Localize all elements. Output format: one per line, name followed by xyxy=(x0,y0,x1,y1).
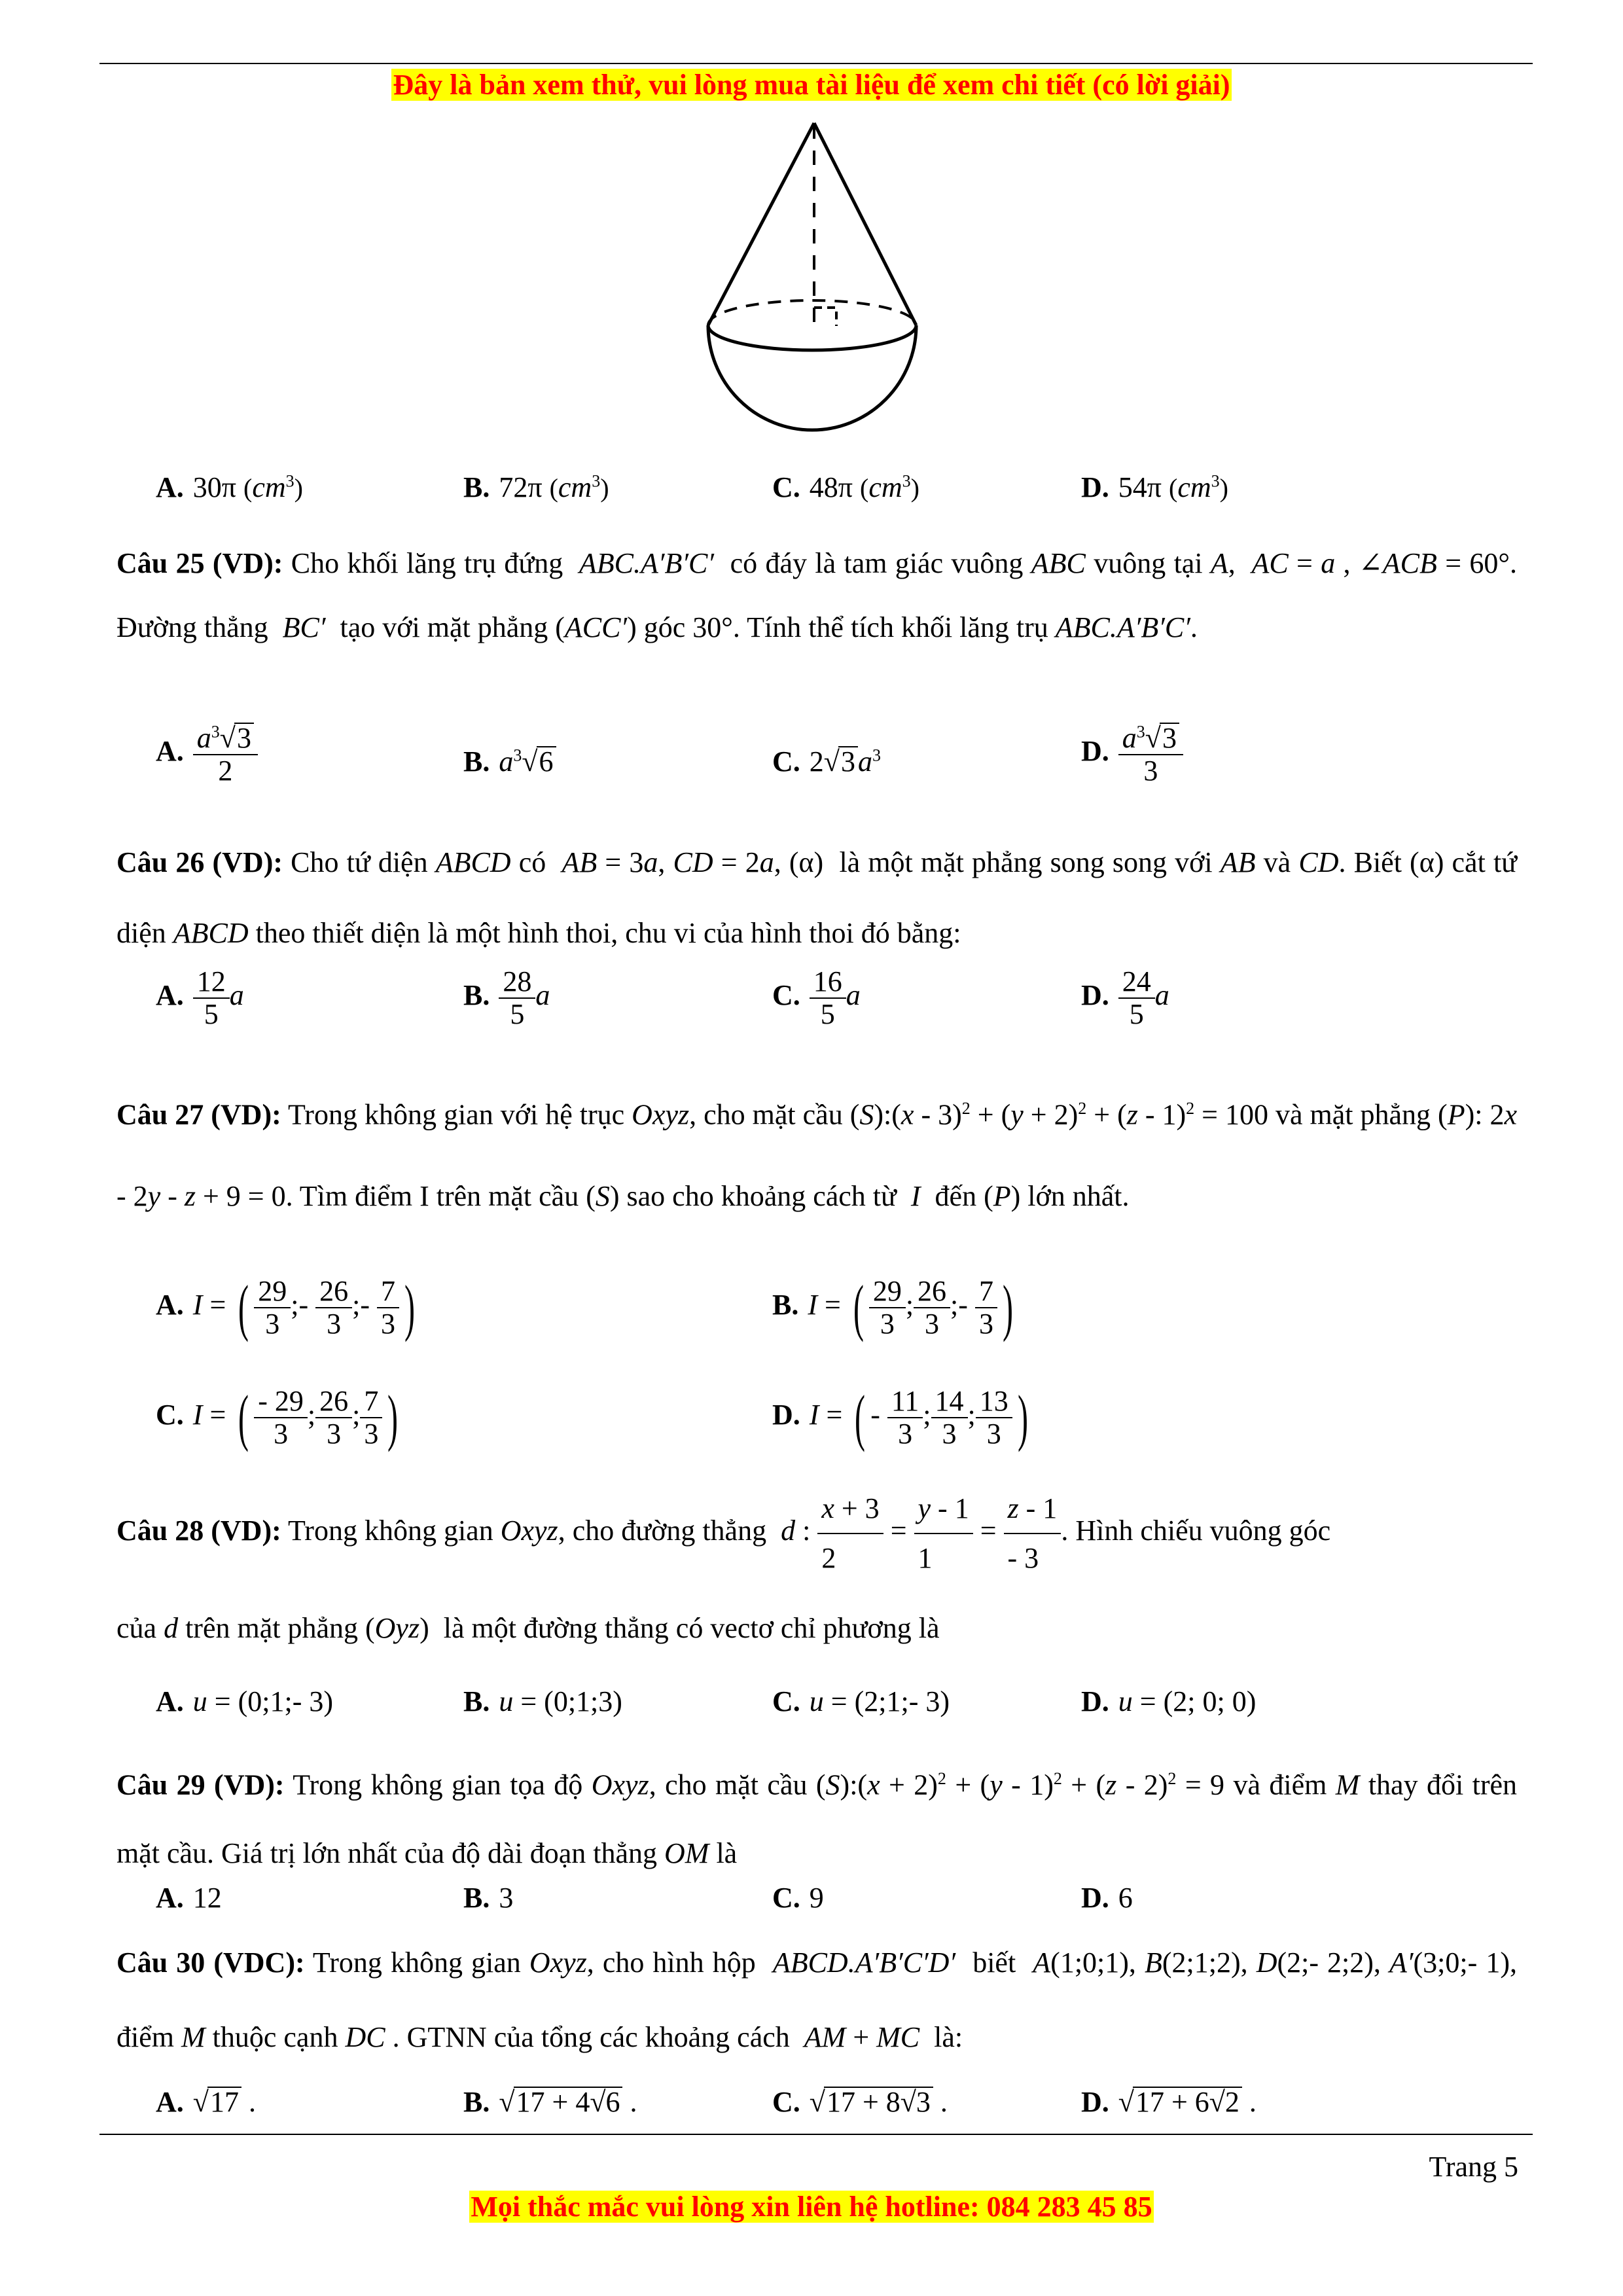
top-rule xyxy=(99,63,1533,64)
q29-option-d[interactable]: D. 6 xyxy=(1081,1882,1133,1914)
q27-stem: Câu 27 (VD): Trong không gian với hệ trục Oxyz, cho mặt cầu (S):(x - $3)^2 + (y + 2)^2 + (z - 1)^2 = 100$ và mặt phẳng (P): 2x - 2y - z + 9 = 0. Tìm điểm I trên mặt cầu (S) sao cho khoảng cách từ I đến (P) lớn nhất. xyxy=(116,1098,1518,1212)
q26-option-d[interactable]: D. $\frac{24}{5}$ a xyxy=(1081,965,1169,1030)
bottom-rule xyxy=(99,2134,1533,2135)
preview-notice: Đây là bản xem thử, vui lòng mua tài liệu để xem chi tiết (có lời giải) xyxy=(393,69,1230,101)
q27-option-b[interactable]: B. I = ( $\frac{29}{3}$ ; $\frac{26}{3}$ ;- $\frac{7}{3}$ ) xyxy=(772,1272,1013,1342)
q28-option-d[interactable]: D. u = (2; 0; 0) xyxy=(1081,1685,1257,1717)
q30-option-d[interactable]: D. √17 + 6√2 . xyxy=(1081,2086,1257,2118)
q24-option-a[interactable]: A. 30π $(cm^3)$ xyxy=(156,471,303,503)
q27-option-a[interactable]: A. I = ( $\frac{29}{3}$ ;- $\frac{26}{3}$ ;- $\frac{7}{3}$ ) xyxy=(156,1272,415,1342)
q26-stem: Câu 26 (VD): Cho tứ diện ABCD có AB = 3a, CD = 2a, (α) là một mặt phẳng song song với AB và CD. Biết (α) cắt tứ diện ABCD theo thiết diện là một hình thoi, chu vi của hình thoi đó bằng: xyxy=(116,846,1518,949)
q28-option-b[interactable]: B. u = (0;1;3) xyxy=(463,1685,622,1717)
q29-option-c[interactable]: C. 9 xyxy=(772,1882,824,1914)
q25-option-a[interactable]: A. $\frac{a^3√3}{2}$ xyxy=(156,723,258,785)
q28-option-c[interactable]: C. u = (2;1;- 3) xyxy=(772,1685,950,1717)
q25-option-b[interactable]: B. $a^3√6$ xyxy=(463,746,556,776)
q24-option-b[interactable]: B. 72π $(cm^3)$ xyxy=(463,471,609,503)
q30-option-c[interactable]: C. √17 + 8√3 . xyxy=(772,2086,948,2118)
q28-stem-cont: của d trên mặt phẳng (Oyz) là một đường thẳng có vectơ chỉ phương là xyxy=(116,1612,940,1644)
q30-option-b[interactable]: B. √17 + 4√6 . xyxy=(463,2086,637,2118)
q27-option-c[interactable]: C. I = ( $\frac{- 29}{3}$ ; $\frac{26}{3}$ ; $\frac{7}{3}$ ) xyxy=(156,1382,399,1452)
q29-stem: Câu 29 (VD): Trong không gian tọa độ Oxyz, cho mặt cầu (S):(x + 2)$^2$ + (y - 1)$^2$ + (z - 2)$^2$ = 9 và điểm M thay đổi trên mặt cầu. Giá trị lớn nhất của độ dài đoạn thẳng OM là xyxy=(116,1768,1518,1869)
cone-hemisphere-figure xyxy=(694,118,929,445)
q29-option-b[interactable]: B. 3 xyxy=(463,1882,514,1914)
q29-option-a[interactable]: A. 12 xyxy=(156,1882,222,1914)
q28-stem: Câu 28 (VD): Trong không gian Oxyz, cho đường thẳng d : $\frac{x + 3}{2}$ = $\frac{y - 1}{1}$ = $\frac{z - 1}{- 3}$ . Hình chiếu vuông góc xyxy=(116,1486,1517,1581)
q24-option-d[interactable]: D. 54π $(cm^3)$ xyxy=(1081,471,1228,503)
q25-option-d[interactable]: D. $\frac{a^3√3}{3}$ xyxy=(1081,723,1183,785)
q27-option-d[interactable]: D. I = ( - $\frac{11}{3}$ ; $\frac{14}{3}$ ; $\frac{13}{3}$ ) xyxy=(772,1382,1028,1452)
q30-stem: Câu 30 (VDC): Trong không gian Oxyz, cho hình hộp ABCD.A′B′C′D′ biết A(1;0;1), B(2;1;2), D(2;- 2;2), A′(3;0;- 1), điểm M thuộc cạnh DC . GTNN của tổng các khoảng cách AM + MC là: xyxy=(116,1946,1517,2053)
q28-option-a[interactable]: A. u = (0;1;- 3) xyxy=(156,1685,334,1717)
hotline-notice: Mọi thắc mắc vui lòng xin liên hệ hotline: 084 283 45 85 xyxy=(471,2191,1152,2223)
page-number: Trang 5 xyxy=(1429,2151,1518,2183)
q26-option-a[interactable]: A. $\frac{12}{5}$ a xyxy=(156,965,244,1030)
q26-option-b[interactable]: B. $\frac{28}{5}$ a xyxy=(463,965,550,1030)
q25-option-c[interactable]: C. $2√3a^3$ xyxy=(772,745,881,778)
q26-option-c[interactable]: C. $\frac{16}{5}$ a xyxy=(772,965,861,1030)
q25-stem: Câu 25 (VD): Cho khối lăng trụ đứng ABC.A′B′C′ có đáy là tam giác vuông ABC vuông tại A, AC = a , ∠ACB = 60°. Đường thẳng BC′ tạo với mặt phẳng (ACC′) góc 30°. Tính thể tích khối lăng trụ ABC.A′B′C′. xyxy=(116,547,1517,643)
q30-option-a[interactable]: A. √17 . xyxy=(156,2086,256,2118)
q24-option-c[interactable]: C. 48π $(cm^3)$ xyxy=(772,471,919,503)
